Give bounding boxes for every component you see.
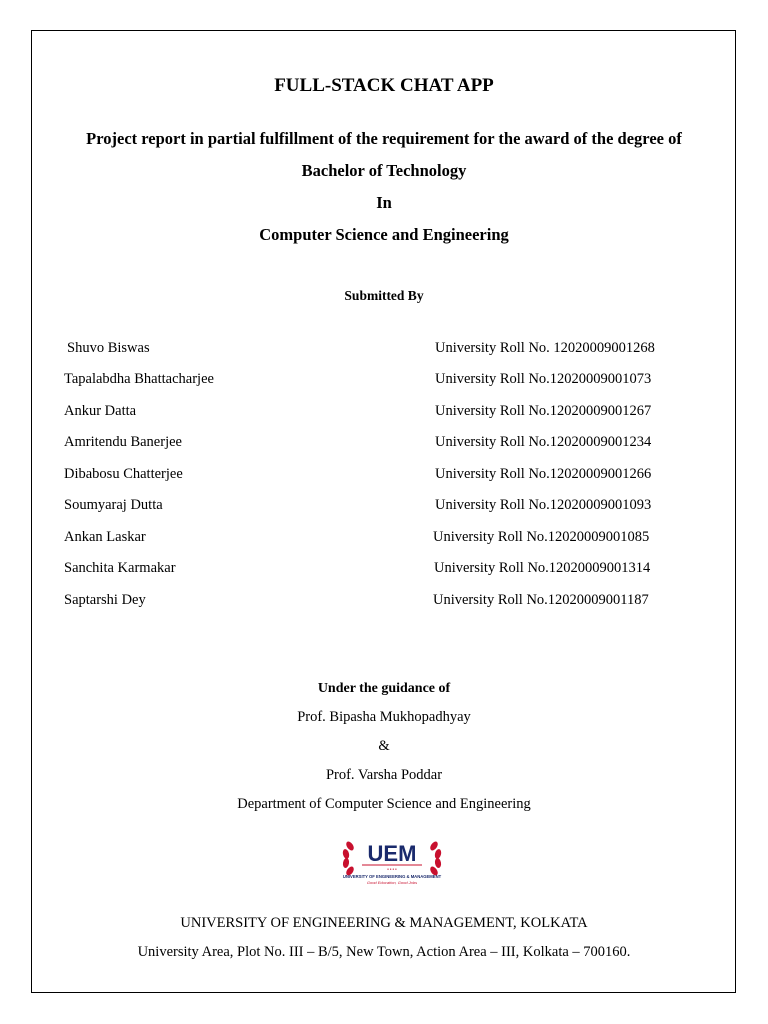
- student-name: Ankan Laskar: [64, 529, 146, 545]
- student-name: Ankur Datta: [64, 403, 137, 419]
- student-name: Tapalabdha Bhattacharjee: [64, 371, 214, 387]
- student-row: [0, 560, 768, 580]
- student-name: Dibabosu Chatterjee: [64, 466, 183, 482]
- report-title: FULL-STACK CHAT APP: [274, 75, 494, 96]
- report-purpose: Project report in partial fulfillment of the requirement for the award of the degree of: [86, 129, 682, 148]
- student-row: [0, 371, 768, 391]
- student-roll: University Roll No.12020009001073: [435, 371, 652, 387]
- student-roll: University Roll No.12020009001314: [434, 560, 651, 576]
- department-name: Department of Computer Science and Engineering: [237, 796, 531, 812]
- student-roll: University Roll No.12020009001267: [435, 403, 652, 419]
- student-row: [0, 592, 768, 612]
- guide-name: Prof. Varsha Poddar: [325, 767, 443, 783]
- guidance-label: Under the guidance of: [317, 681, 451, 696]
- student-name: Sanchita Karmakar: [64, 560, 176, 576]
- student-row: [0, 497, 768, 517]
- submitted-by-label: Submitted By: [344, 288, 424, 303]
- university-name: UNIVERSITY OF ENGINEERING & MANAGEMENT, KOLKATA: [180, 915, 588, 931]
- svg-text:UEM: UEM: [367, 841, 417, 866]
- student-roll: University Roll No. 12020009001268: [435, 340, 655, 356]
- svg-text:UNIVERSITY OF ENGINEERING & MA: UNIVERSITY OF ENGINEERING & MANAGEMENT: [342, 874, 442, 879]
- student-row: [0, 403, 768, 423]
- branch-name: Computer Science and Engineering: [259, 225, 509, 244]
- student-name: Shuvo Biswas: [67, 340, 150, 356]
- uem-logo: [338, 834, 446, 892]
- svg-text:Good Education, Good Jobs: Good Education, Good Jobs: [366, 880, 418, 885]
- degree-name: Bachelor of Technology: [301, 161, 467, 180]
- student-row: [0, 434, 768, 454]
- ampersand: &: [378, 738, 390, 754]
- laurel-right-icon: [429, 840, 443, 877]
- student-roll: University Roll No.12020009001187: [433, 592, 649, 608]
- student-name: Amritendu Banerjee: [64, 434, 182, 450]
- svg-text:● ● ● ●: ● ● ● ●: [387, 867, 397, 871]
- in-word: In: [376, 193, 392, 212]
- student-roll: University Roll No.12020009001085: [433, 529, 650, 545]
- student-row: [0, 340, 768, 360]
- student-row: [0, 529, 768, 549]
- student-roll: University Roll No.12020009001266: [435, 466, 652, 482]
- student-row: [0, 466, 768, 486]
- laurel-left-icon: [342, 840, 356, 877]
- guide-name: Prof. Bipasha Mukhopadhyay: [297, 709, 471, 725]
- student-name: Soumyaraj Dutta: [64, 497, 163, 513]
- student-name: Saptarshi Dey: [64, 592, 146, 608]
- student-roll: University Roll No.12020009001093: [435, 497, 652, 513]
- university-address: University Area, Plot No. III – B/5, New Town, Action Area – III, Kolkata – 700160.: [137, 944, 631, 960]
- student-roll: University Roll No.12020009001234: [435, 434, 652, 450]
